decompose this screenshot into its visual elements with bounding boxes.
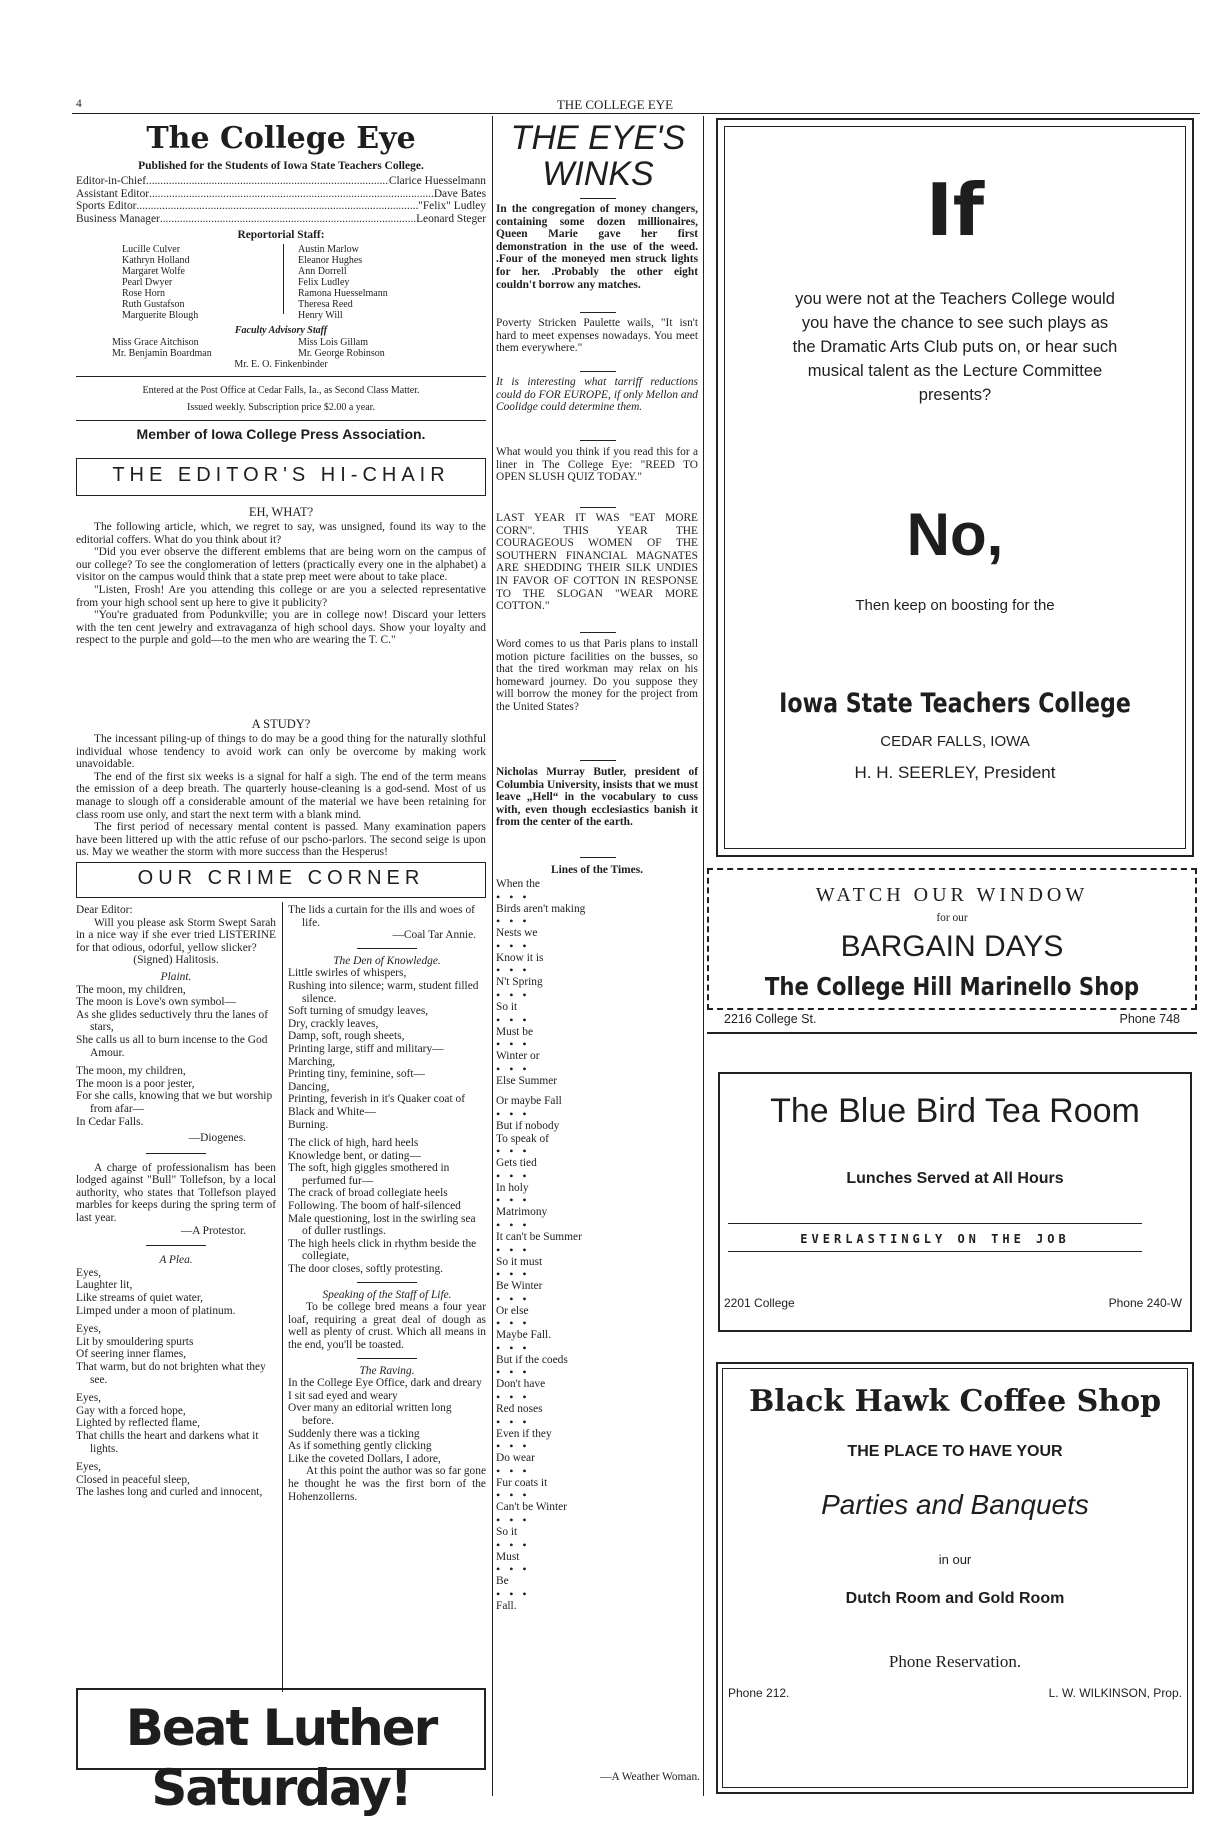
ad-college-pres: H. H. SEERLEY, President bbox=[854, 763, 1056, 782]
ad-watch: WATCH OUR WINDOW bbox=[815, 884, 1089, 906]
wink-5: LAST YEAR IT WAS "EAT MORE CORN". THIS YEAR THE COURAGEOUS WOMEN OF THE SOUTHERN FINANCIAL MAGNATES ARE SHEDDING THEIR SILK UNDIES IN FAVOR OF COTTON IN RESPONSE TO THE SLOGAN "WEAR MORE COTTON." bbox=[496, 512, 698, 613]
member-notice: Member of Iowa College Press Association. bbox=[136, 426, 426, 442]
ad-college-text: you were not at the Teachers College would you have the chance to see such plays as the Dramatic Arts Club puts on, or hear such musical talent as the Lecture Committee presents? bbox=[792, 290, 1118, 404]
entered-notice: Entered at the Post Office at Cedar Falls, Ia., as Second Class Matter. bbox=[142, 385, 420, 396]
wink-1: In the congregation of money changers, containing some dozen millionaires, Queen Marie gave her first demonstration in the use of the weed. .Four of the moneyed men struck lights for her. .Probably the other eight couldn't borrow any matches. bbox=[496, 203, 698, 291]
wink-6: Word comes to us that Paris plans to install motion picture facilities on the busses, so that the tired workman may relax on his homeward journey. Do you suppose they will borrow the money for the project from the United States? bbox=[496, 638, 698, 713]
ad-marinello-addr: 2216 College St. bbox=[724, 1012, 817, 1026]
running-header: THE COLLEGE EYE bbox=[556, 97, 674, 112]
ad-bluebird-ever: EVERLASTINGLY ON THE JOB bbox=[800, 1232, 1070, 1246]
ad-bluebird-phone: Phone 240-W bbox=[1108, 1296, 1182, 1310]
ad-if: If bbox=[925, 168, 985, 252]
staff-row: Editor-in-Chief ..... Clarice Huesselmann bbox=[76, 175, 486, 188]
ad-college-name: Iowa State Teachers College bbox=[779, 688, 1131, 719]
ad-for-our: for our bbox=[936, 912, 968, 924]
staff-row: Sports Editor ..... "Felix" Ludley bbox=[76, 200, 486, 213]
crime-col-1: Dear Editor: Will you please ask Storm Swept Sarah in a nice way if she ever tried LISTERINE for that odious, odorful, yellow slicker? (Signed) Halitosis. Plaint. The moon, my children, The moon is Love's own symbol— As she glides seductively thru the lanes of stars, She calls us all to burn incense to the God Amour. The moon, my children, The moon is a poor jester, For she calls, knowing that we but worship from afar— In Cedar Falls. —Diogenes. A charge of professionalism has been lodged against "Bull" Tollefson, by a local authority, who states that Tollefson played marbles for keeps during the spring term of last year. —A Protestor. A Plea. Eyes, Laughter lit, Like streams of quiet water, Limped under a moon of platinum. Eyes, Lit by smouldering spurts Of seering inner flames, That warm, but do not brighten what they see. Eyes, Gay with a forced hope, Lighted by reflected flame, That chills the heart and darkens what it lights. Eyes, Closed in peaceful sleep, The lashes long and curled and innocent, bbox=[76, 904, 276, 1499]
ad-bargain: BARGAIN DAYS bbox=[840, 930, 1064, 963]
masthead-published: Published for the Students of Iowa State Teachers College. bbox=[138, 160, 424, 172]
lines-sign: —A Weather Woman. bbox=[600, 1771, 700, 1783]
editor-text-1: The following article, which, we regret to say, was unsigned, found its way to the editorial coffers. What do you think about it? "Did you ever observe the different emblems that are being worn on the campus of our college? To see the conglomeration of letters (practically every one in the alphabet) a visitor on the campus would think that a state prep meet were about to take place. "Listen, Frosh! Are you attending this college or are you a selected representative from your high school sent up here to give it publicity? "You're graduated from Podunkville; you are in college now! Discard your letters with the ten cent jewelry and extravaganza of high school days. Show your loyalty and respect to the purple and gold—to the men who are wearing the T. C." bbox=[76, 521, 486, 647]
wink-2: Poverty Stricken Paulette wails, "It isn't hard to meet expenses nowadays. You meet them everywhere." bbox=[496, 317, 698, 355]
reportorial-right: Austin Marlow Eleanor Hughes Ann Dorrell Felix Ludley Ramona Huesselmann Theresa Reed Henry Will bbox=[298, 244, 388, 321]
ad-blackhawk-rooms: Dutch Room and Gold Room bbox=[845, 1590, 1065, 1607]
staff-row: Assistant Editor ..... Dave Bates bbox=[76, 188, 486, 201]
ad-marinello-phone: Phone 748 bbox=[1119, 1012, 1180, 1026]
reportorial-heading: Reportorial Staff: bbox=[237, 229, 325, 241]
ad-bluebird-addr: 2201 College bbox=[724, 1296, 795, 1310]
ad-blackhawk-phone: Phone 212. bbox=[728, 1686, 790, 1700]
ad-college-city: CEDAR FALLS, IOWA bbox=[880, 733, 1030, 750]
wink-3: It is interesting what tarriff reductions could do FOR EUROPE, if only Mellon and Coolidge could determine them. bbox=[496, 376, 698, 414]
masthead-title: The College Eye bbox=[146, 121, 416, 156]
winks-title-1: THE EYE'S bbox=[510, 119, 686, 157]
ad-blackhawk-res: Phone Reservation. bbox=[888, 1652, 1022, 1671]
ad-blackhawk-place: THE PLACE TO HAVE YOUR bbox=[847, 1443, 1063, 1460]
crime-col-2: The lids a curtain for the ills and woes of life. —Coal Tar Annie. The Den of Knowledge. Little swirles of whispers, Rushing into silence; warm, student filled silence. Soft turning of smudgy leaves, Dry, crackly leaves, Damp, soft, rough sheets, Printing large, stiff and military— Marching, Printing tiny, feminine, soft— Dancing, Printing, feverish in it's Quaker coat of Black and White— Burning. The click of high, hard heels Knowledge bent, or dating— The soft, high giggles smothered in perfumed fur— The crack of broad collegiate heels Following. The boom of half-silenced Male questioning, lost in the swirling sea of duller rustlings. The high heels click in rhythm beside the collegiate, The door closes, softly protesting. Speaking of the Staff of Life. To be college bred means a four year loaf, requiring a great deal of dough as well as plenty of crust. Which all means in the end, you'll be toasted. The Raving. In the College Eye Office, dark and dreary I sit sad eyed and weary Over many an editorial written long before. Suddenly there was a ticking As if something gently clicking Like the coveted Dollars, I adore, At this point the author was so far gone he thought he was the first born of the Hohenzollerns. bbox=[288, 904, 486, 1503]
ad-marinello-shop: The College Hill Marinello Shop bbox=[764, 972, 1140, 1001]
ad-blackhawk-in: in our bbox=[938, 1552, 972, 1567]
ad-bluebird-lunch: Lunches Served at All Hours bbox=[846, 1170, 1064, 1187]
ad-blackhawk-prop: L. W. WILKINSON, Prop. bbox=[1048, 1686, 1182, 1700]
editor-text-2: The incessant piling-up of things to do may be a good thing for the naturally slothful individual whose tendency to avoid work can only be overcome by making work unavoidable. The end of the first six weeks is a signal for half a sigh. The end of the term means the emission of a deep breath. The quarterly house-cleaning is a god-send. Most of us manage to slough off a considerable amount of the material we have been retaining for class room use only, and start the next term with a blank mind. The first period of necessary mental content is passed. Many examination papers have been littered up with the attic refuse of our pscho-parlors. The second seige is upon us. May we weather the storm with more success than the Hesperus! bbox=[76, 733, 486, 859]
lines-title: Lines of the Times. bbox=[551, 864, 643, 876]
eh-what-heading: EH, WHAT? bbox=[248, 505, 314, 519]
ad-keep: Then keep on boosting for the bbox=[855, 597, 1055, 614]
faculty-left: Miss Grace Aitchison Mr. Benjamin Boardman bbox=[112, 337, 212, 359]
ad-blackhawk-parties: Parties and Banquets bbox=[821, 1489, 1089, 1520]
faculty-right: Miss Lois Gillam Mr. George Robinson bbox=[298, 337, 385, 359]
lines-poem: When the • • • Birds aren't making • • • Nests we • • • Know it is • • • N't Spring • • • So it • • • Must be • • • Winter or • • • Else Summer Or maybe Fall • • • But if nobody To speak of • • • Gets tied • • • In holy • • • Matrimony • • • It can't be Summer • • • So it must • • • Be Winter • • • Or else • • • Maybe Fall. • • • But if the coeds • • • Don't have • • • Red noses • • • Even if they • • • Do wear • • • Fur coats it • • • Can't be Winter • • • So it • • • Must • • • Be • • • Fall. bbox=[496, 878, 586, 1612]
faculty-heading: Faculty Advisory Staff bbox=[234, 325, 328, 336]
reportorial-left: Lucille Culver Kathryn Holland Margaret Wolfe Pearl Dwyer Rose Horn Ruth Gustafson Marguerite Blough bbox=[122, 244, 199, 321]
ad-bluebird-name: The Blue Bird Tea Room bbox=[770, 1092, 1140, 1130]
winks-title-2: WINKS bbox=[542, 155, 654, 193]
ad-no: No, bbox=[906, 501, 1004, 568]
staff-row: Business Manager ..... Leonard Steger bbox=[76, 213, 486, 226]
page-number: 4 bbox=[76, 98, 82, 110]
ad-blackhawk-name: Black Hawk Coffee Shop bbox=[748, 1384, 1162, 1419]
wink-4: What would you think if you read this for a liner in The College Eye: "REED TO OPEN SLUSH QUIZ TODAY." bbox=[496, 446, 698, 484]
a-study-heading: A STUDY? bbox=[251, 717, 311, 731]
issued-notice: Issued weekly. Subscription price $2.00 a year. bbox=[187, 402, 375, 413]
editor-banner: THE EDITOR'S HI-CHAIR bbox=[112, 464, 450, 486]
crime-banner: OUR CRIME CORNER bbox=[137, 867, 425, 889]
faculty-center: Mr. E. O. Finkenbinder bbox=[234, 359, 328, 370]
beat-luther: Beat Luther Saturday! bbox=[125, 1699, 437, 1817]
staff-list bbox=[76, 175, 486, 225]
wink-7: Nicholas Murray Butler, president of Columbia University, insists that we must leave „Hell“ in the vocabulary to cuss with, even though ecclesiastics banish it from the center of the earth. bbox=[496, 766, 698, 829]
